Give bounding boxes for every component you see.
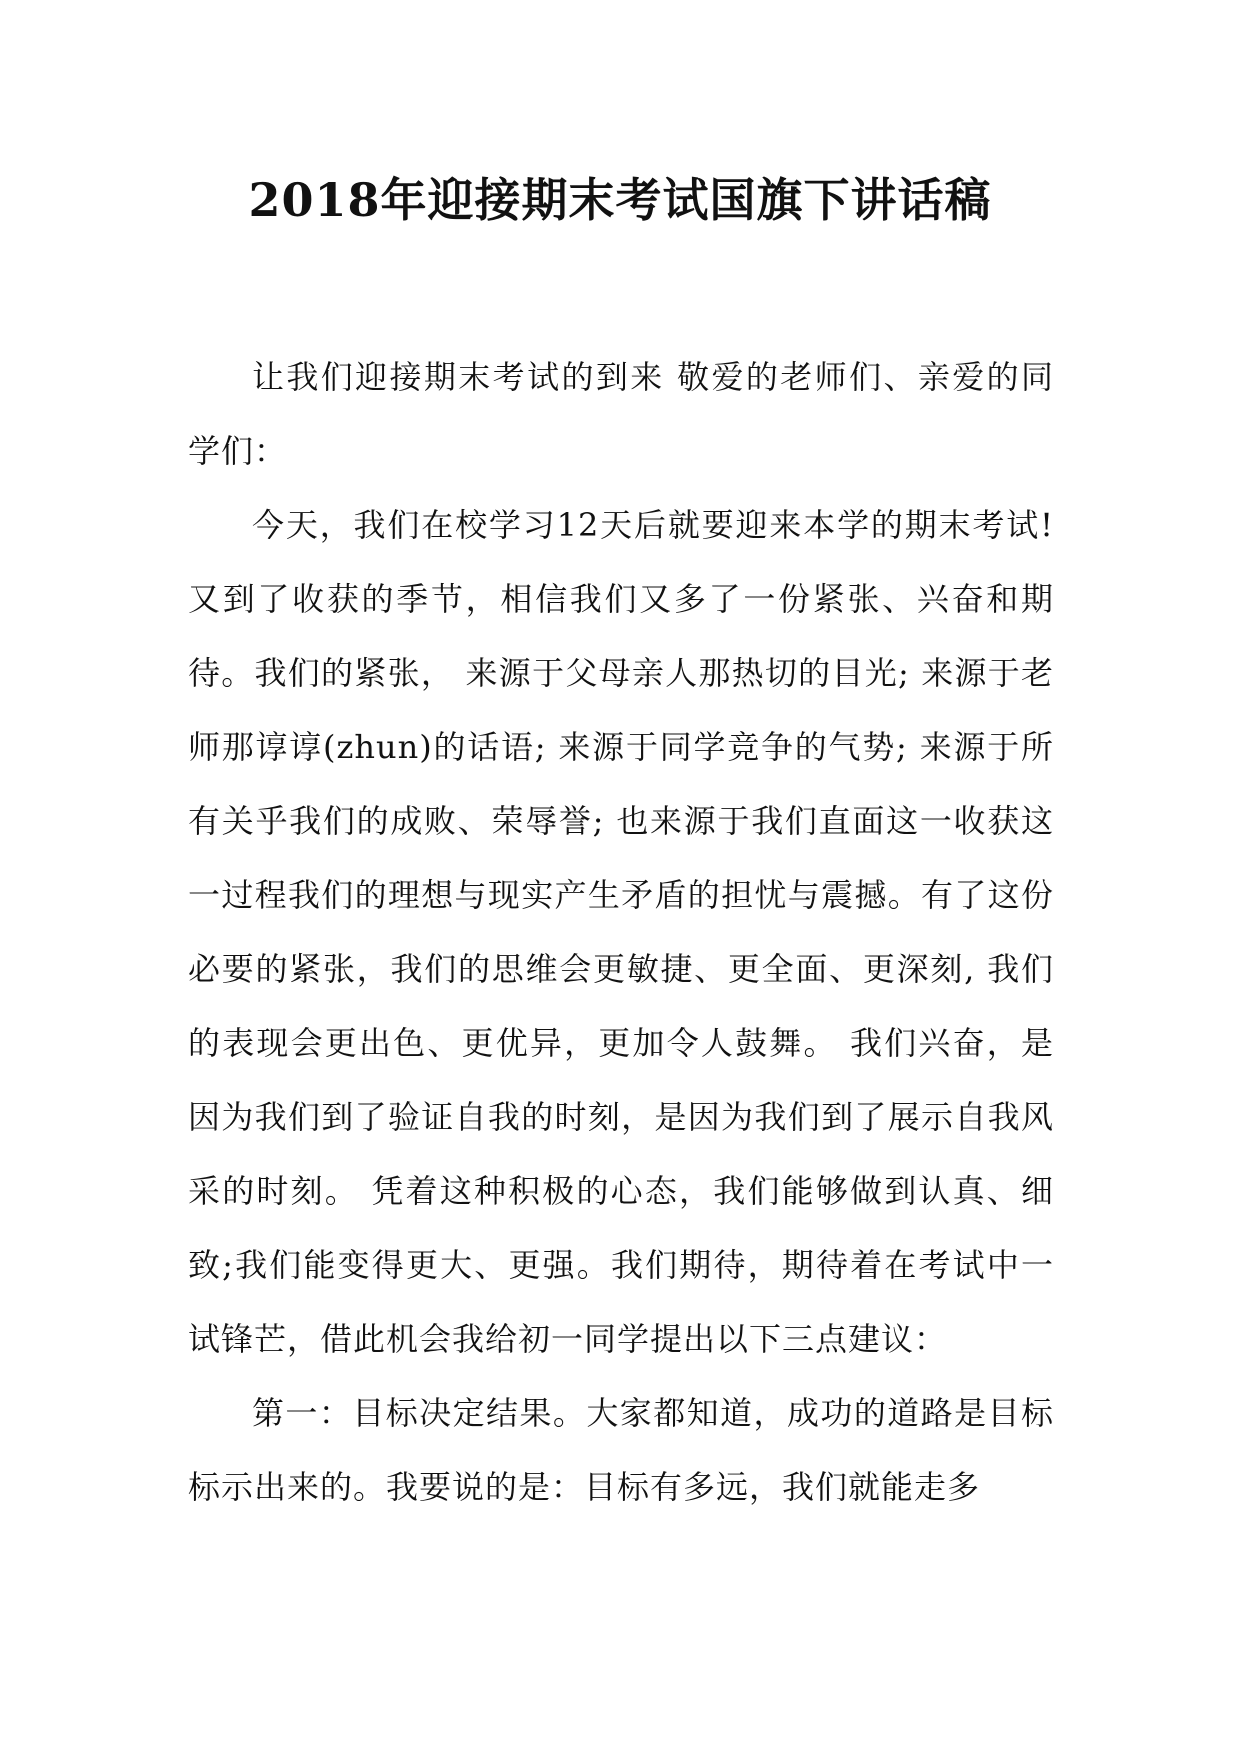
paragraph-greeting: 让我们迎接期末考试的到来 敬爱的老师们、亲爱的同学们： xyxy=(188,358,1054,470)
paragraph-main: 今天，我们在校学习12天后就要迎来本学的期末考试!又到了收获的季节，相信我们又多了一份紧张、兴奋和期待。我们的紧张， 来源于父母亲人那热切的目光; 来源于老师那谆谆(zhun)的话语; 来源于同学竞争的气势; 来源于所有关乎我们的成败、荣辱誉; 也来源于我们直面这一收获这一过程我们的理想与现实产生矛盾的担忧与震撼。有了这份必要的紧张，我们的思维会更敏捷、更全面、更深刻, 我们的表现会更出色、更优异，更加令人鼓舞。 我们兴奋，是因为我们到了验证自我的时刻，是因为我们到了展示自我风采的时刻。 凭着这种积极的心态，我们能够做到认真、细致;我们能变得更大、更强。我们期待，期待着在考试中一试锋芒，借此机会我给初一同学提出以下三点建议： xyxy=(188,506,1054,1358)
document-body xyxy=(188,340,1054,1524)
document-title: 2018年迎接期末考试国旗下讲话稿 xyxy=(248,173,992,227)
paragraph-point-one: 第一：目标决定结果。大家都知道，成功的道路是目标标示出来的。我要说的是：目标有多远，我们就能走多 xyxy=(188,1394,1054,1506)
